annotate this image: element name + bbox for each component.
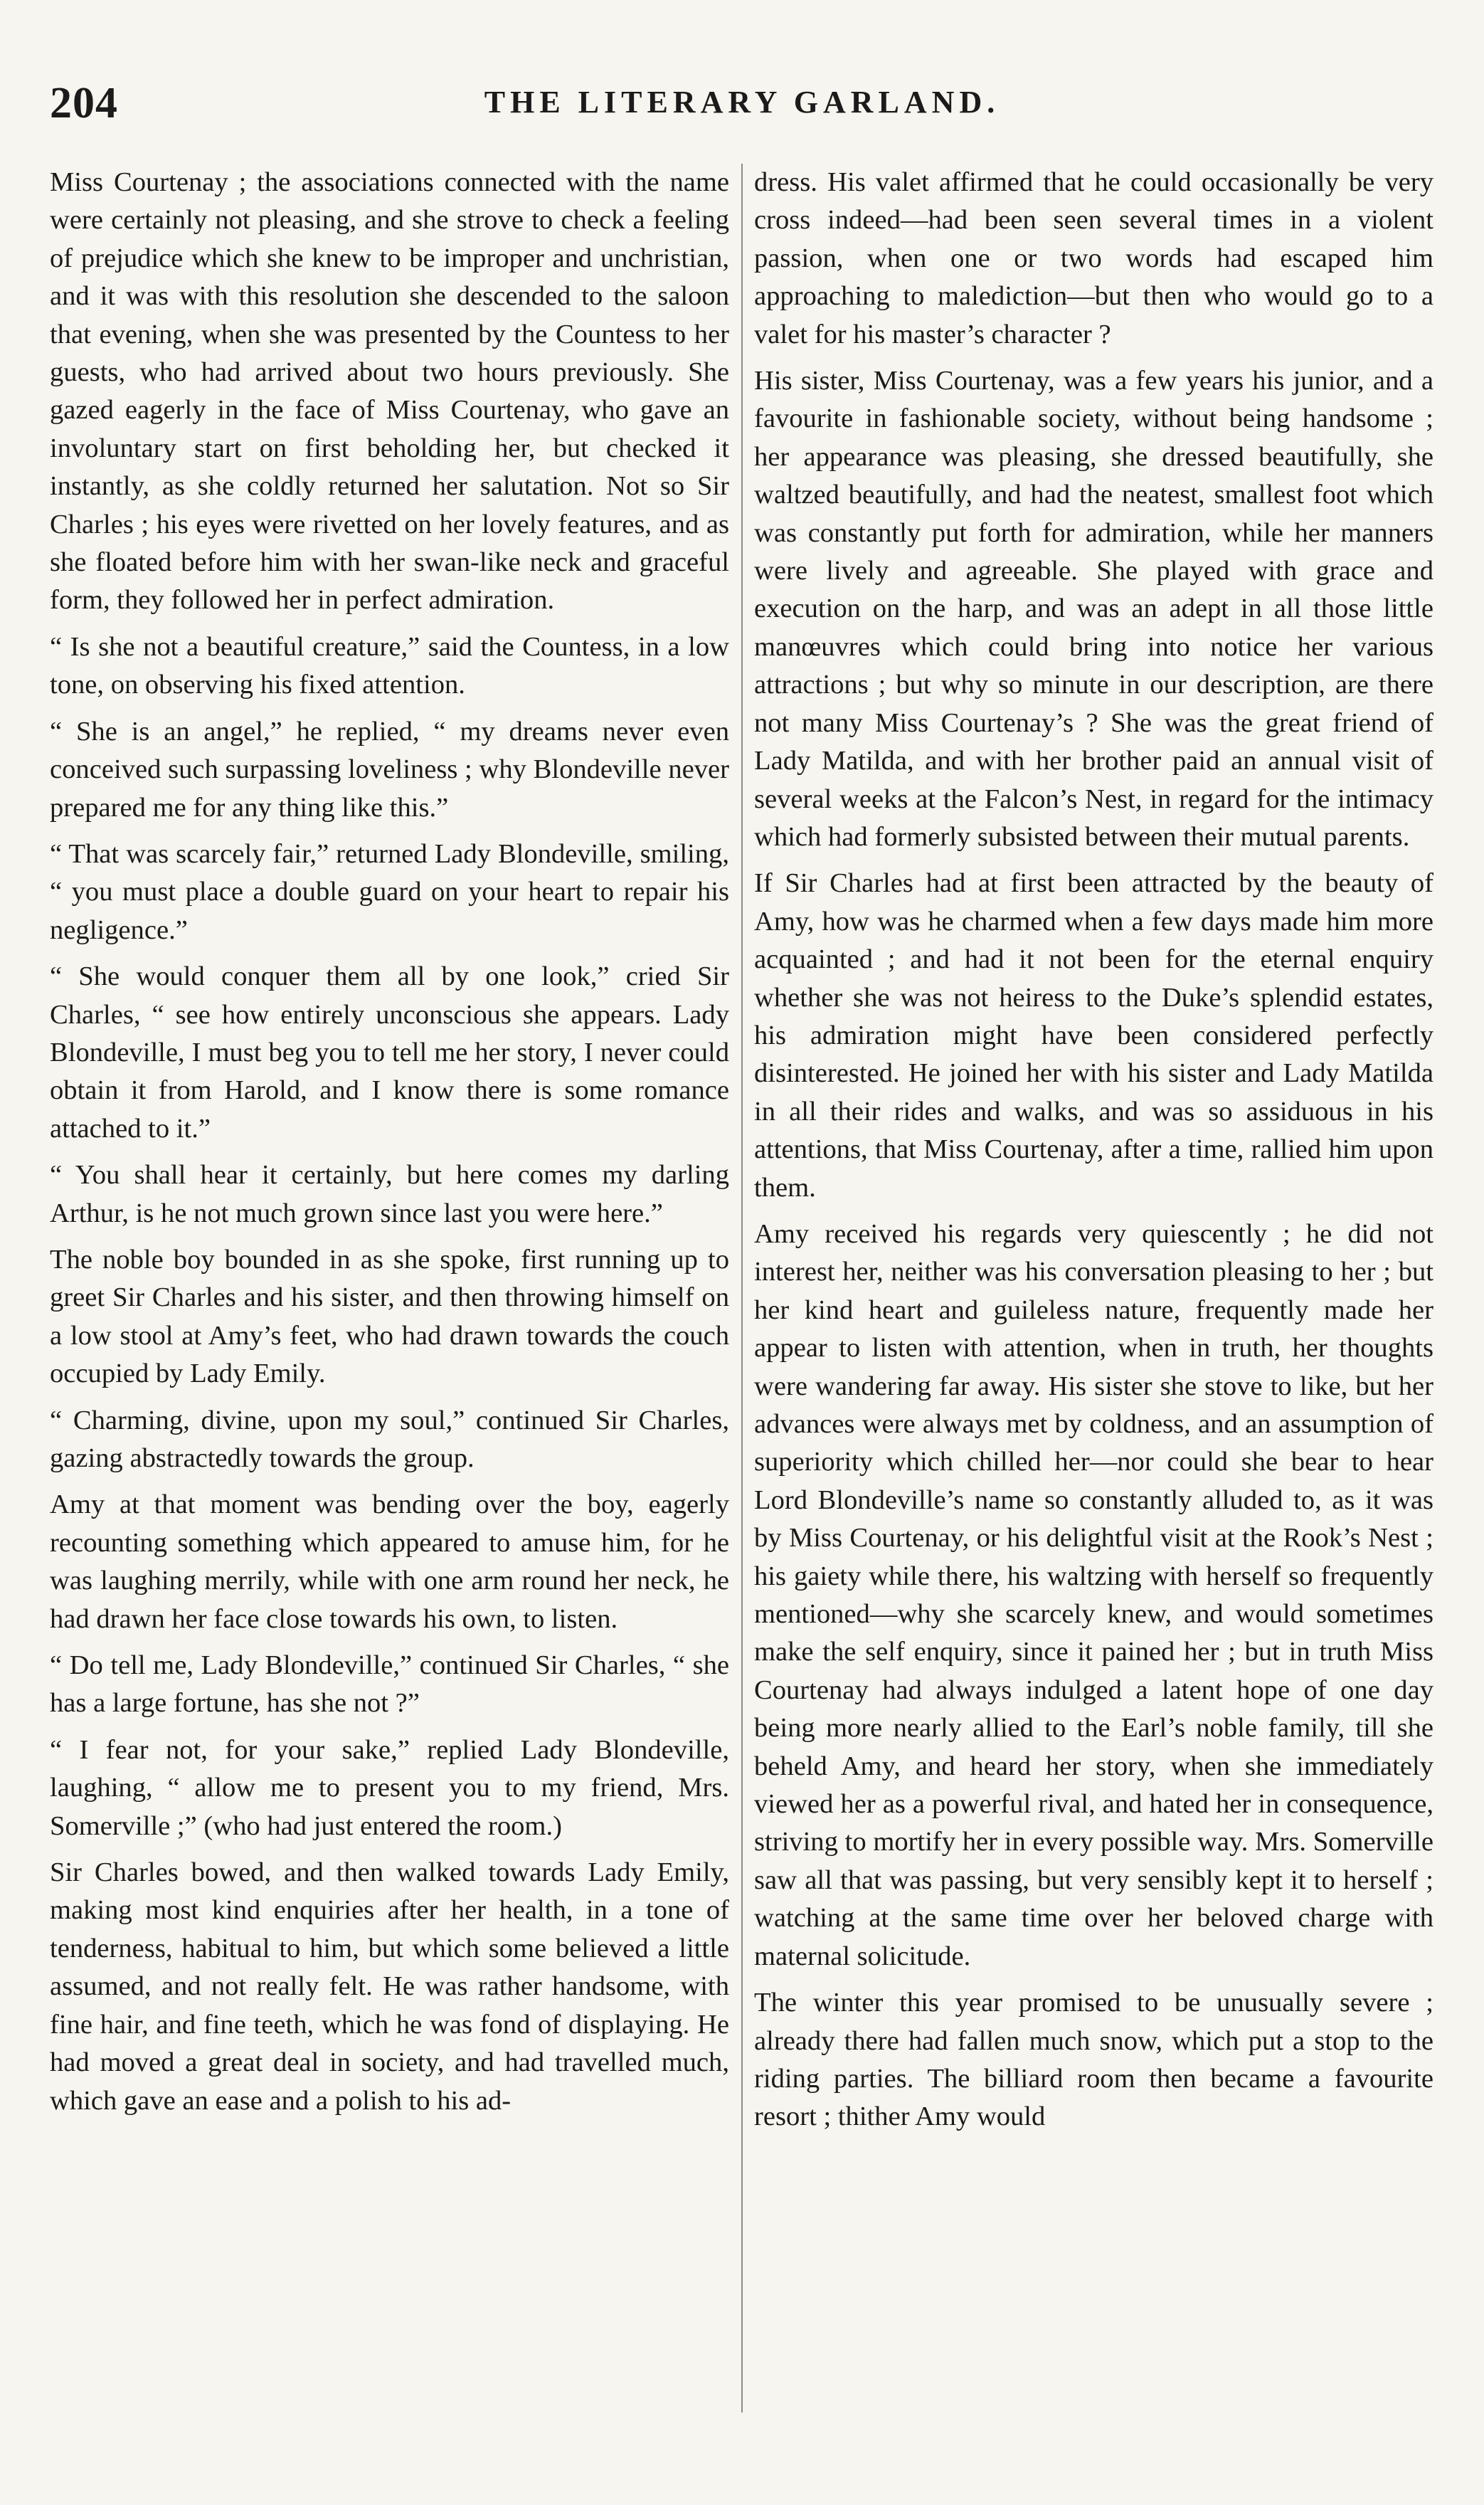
paragraph: “ Is she not a beautiful creature,” said the Countess, in a low tone, on observing his fixed attention.: [50, 631, 729, 700]
right-column: [754, 164, 1433, 2441]
paragraph: “ I fear not, for your sake,” replied Lady Blondeville, laughing, “ allow me to present you to my friend, Mrs. Somerville ;” (who had just entered the room.): [50, 1734, 729, 1841]
paragraph: “ Charming, divine, upon my soul,” continued Sir Charles, gazing abstractedly towards the group.: [50, 1405, 729, 1473]
paragraph: “ Do tell me, Lady Blondeville,” continued Sir Charles, “ she has a large fortune, has she not ?”: [50, 1650, 729, 1719]
page-header: [50, 78, 1434, 142]
paragraph: Miss Courtenay ; the associations connected with the name were certainly not pleasing, and she strove to check a feeling of prejudice which she knew to be improper and unchristian, and it was with this resolution she descended to the saloon that evening, when she was presented by the Countess to her guests, who had arrived about two hours previously. She gazed eagerly in the face of Miss Courtenay, who gave an involuntary start on first beholding her, but checked it instantly, as she coldly returned her salutation. Not so Sir Charles ; his eyes were rivetted on her lovely features, and as she floated before him with her swan-like neck and graceful form, they followed her in perfect admiration.: [50, 167, 729, 616]
paragraph: His sister, Miss Courtenay, was a few years his junior, and a favourite in fashionable society, without being handsome ; her appearance was pleasing, she dressed beautifully, she waltzed beautifully, and had the neatest, smallest foot which was constantly put forth for admiration, while her manners were lively and agreeable. She played with grace and execution on the harp, and was an adept in all those little manœuvres which could bring into notice her various attractions ; but why so minute in our description, are there not many Miss Courtenay’s ? She was the great friend of Lady Matilda, and with her brother paid an annual visit of several weeks at the Falcon’s Nest, in regard for the intimacy which had formerly subsisted between their mutual parents.: [754, 366, 1433, 852]
paragraph: “ She is an angel,” he replied, “ my dreams never even conceived such surpassing loveliness ; why Blondeville never prepared me for any thing like this.”: [50, 716, 729, 823]
paragraph: dress. His valet affirmed that he could occasionally be very cross indeed—had been seen several times in a violent passion, when one or two words had escaped him approaching to malediction—but then who would go to a valet for his master’s character ?: [754, 167, 1433, 349]
paragraph: Sir Charles bowed, and then walked towards Lady Emily, making most kind enquiries after her health, in a tone of tenderness, habitual to him, but which some believed a little assumed, and not really felt. He was rather handsome, with fine hair, and fine teeth, which he was fond of displaying. He had moved a great deal in society, and had travelled much, which gave an ease and a polish to his ad-: [50, 1857, 729, 2116]
column-divider: [741, 164, 743, 2412]
running-head: THE LITERARY GARLAND.: [484, 85, 1000, 120]
paragraph: The noble boy bounded in as she spoke, first running up to greet Sir Charles and his sister, and then throwing himself on a low stool at Amy’s feet, who had drawn towards the couch occupied by Lady Emily.: [50, 1244, 729, 1389]
paragraph: “ You shall hear it certainly, but here comes my darling Arthur, is he not much grown since last you were here.”: [50, 1160, 729, 1228]
paragraph: “ She would conquer them all by one look,” cried Sir Charles, “ see how entirely unconscious she appears. Lady Blondeville, I must beg you to tell me her story, I never could obtain it from Harold, and I know there is some romance attached to it.”: [50, 961, 729, 1144]
paragraph: The winter this year promised to be unusually severe ; already there had fallen much snow, which put a stop to the riding parties. The billiard room then became a favourite resort ; thither Amy would: [754, 1988, 1433, 2132]
paragraph: If Sir Charles had at first been attracted by the beauty of Amy, how was he charmed when a few days made him more acquainted ; and had it not been for the eternal enquiry whether she was not heiress to the Duke’s splendid estates, his admiration might have been considered perfectly disinterested. He joined her with his sister and Lady Matilda in all their rides and walks, and was so assiduous in his attentions, that Miss Courtenay, after a time, rallied him upon them.: [754, 868, 1433, 1203]
paragraph: Amy at that moment was bending over the boy, eagerly recounting something which appeared to amuse him, for he was laughing merrily, while with one arm round her neck, he had drawn her face close towards his own, to listen.: [50, 1489, 729, 1634]
left-column: [50, 164, 729, 2441]
page-number: 204: [50, 79, 118, 127]
paragraph: “ That was scarcely fair,” returned Lady Blondeville, smiling, “ you must place a double guard on your heart to repair his negligence.”: [50, 838, 729, 945]
text-columns: [50, 164, 1434, 2441]
paragraph: Amy received his regards very quiescently ; he did not interest her, neither was his conversation pleasing to her ; but her kind heart and guileless nature, frequently made her appear to listen with attention, when in truth, her thoughts were wandering far away. His sister she stove to like, but her advances were always met by coldness, and an assumption of superiority which chilled her—nor could she bear to hear Lord Blondeville’s name so constantly alluded to, as it was by Miss Courtenay, or his delightful visit at the Rook’s Nest ; his gaiety while there, his waltzing with herself so frequently mentioned—why she scarcely knew, and would sometimes make the self enquiry, since it pained her ; but in truth Miss Courtenay had always indulged a latent hope of one day being more nearly allied to the Earl’s noble family, till she beheld Amy, and heard her story, when she immediately viewed her as a powerful rival, and hated her in consequence, striving to mortify her in every possible way. Mrs. Somerville saw all that was passing, but very sensibly kept it to herself ; watching at the same time over her beloved charge with maternal solicitude.: [754, 1218, 1433, 1971]
